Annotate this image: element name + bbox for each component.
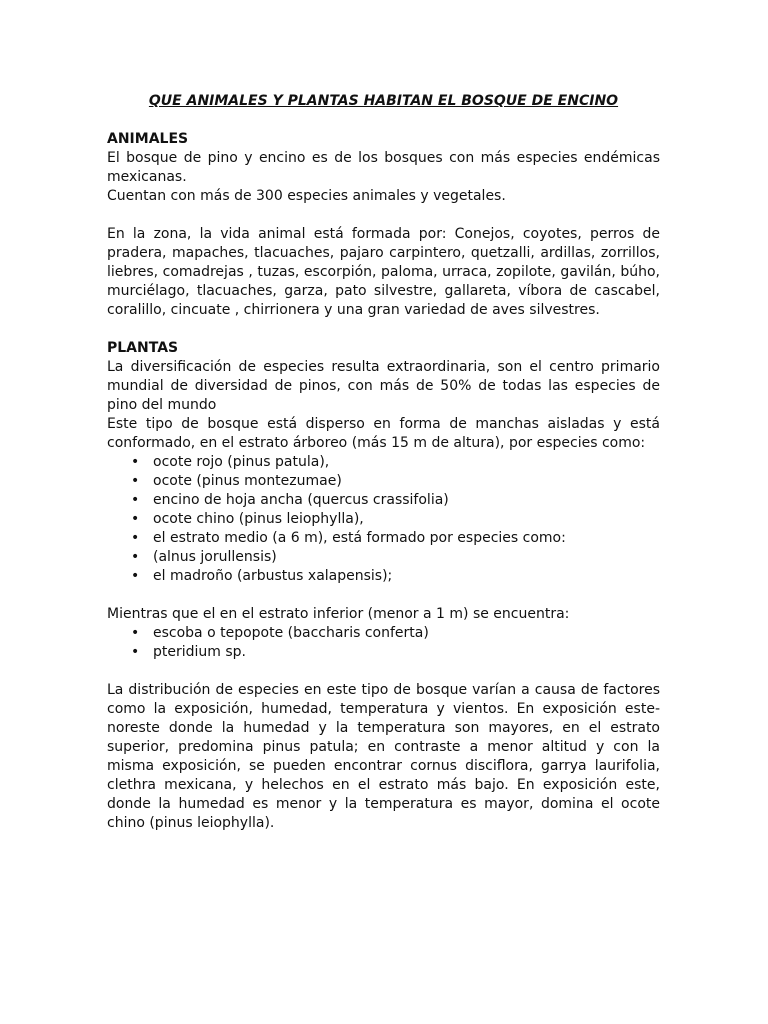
list-item xyxy=(107,529,660,548)
spacer xyxy=(107,206,660,225)
list-item xyxy=(107,491,660,510)
species-list-upper xyxy=(107,453,660,586)
list-item xyxy=(107,643,660,662)
list-item-text: encino de hoja ancha (quercus crassifolia) xyxy=(153,492,449,508)
plants-paragraph-1: La diversificación de especies resulta extraordinaria, son el centro primario mundial de diversidad de pinos, con más de 50% de todas las especies de pino del mundo xyxy=(107,359,660,413)
bullet-icon: • xyxy=(131,549,140,565)
plants-heading: PLANTAS xyxy=(107,340,179,356)
bullet-icon: • xyxy=(131,568,140,584)
list-item-text: pteridium sp. xyxy=(153,644,247,660)
spacer xyxy=(107,586,660,605)
plants-paragraph-4: La distribución de especies en este tipo de bosque varían a causa de factores como la exposición, humedad, temperatura y vientos. En exposición este-noreste donde la humedad y la temperatura son mayores, en el estrato superior, predomina pinus patula; en contraste a menor altitud y con la misma exposición, se pueden encontrar cornus disciflora, garrya laurifolia, clethra mexicana, y helechos en el estrato más bajo. En exposición este, donde la humedad es menor y la temperatura es mayor, domina el ocote chino (pinus leiophylla). xyxy=(107,682,660,831)
bullet-icon: • xyxy=(131,644,140,660)
list-item-text: (alnus jorullensis) xyxy=(153,549,277,565)
document-title: QUE ANIMALES Y PLANTAS HABITAN EL BOSQUE DE ENCINO xyxy=(148,93,619,109)
spacer xyxy=(107,662,660,681)
document-body xyxy=(107,92,660,833)
list-item xyxy=(107,624,660,643)
list-item xyxy=(107,548,660,567)
animals-paragraph-1: El bosque de pino y encino es de los bosques con más especies endémicas mexicanas. xyxy=(107,150,660,185)
spacer xyxy=(107,320,660,339)
bullet-icon: • xyxy=(131,473,140,489)
list-item-text: el madroño (arbustus xalapensis); xyxy=(153,568,393,584)
plants-paragraph-2: Este tipo de bosque está disperso en forma de manchas aisladas y está conformado, en el estrato árboreo (más 15 m de altura), por especies como: xyxy=(107,416,660,451)
bullet-icon: • xyxy=(131,492,140,508)
list-item xyxy=(107,510,660,529)
animals-paragraph-2: Cuentan con más de 300 especies animales y vegetales. xyxy=(107,188,506,204)
list-item-text: el estrato medio (a 6 m), está formado por especies como: xyxy=(153,530,566,546)
list-item-text: ocote chino (pinus leiophylla), xyxy=(153,511,364,527)
plants-paragraph-3: Mientras que el en el estrato inferior (menor a 1 m) se encuentra: xyxy=(107,606,570,622)
animals-paragraph-3: En la zona, la vida animal está formada por: Conejos, coyotes, perros de pradera, mapaches, tlacuaches, pajaro carpintero, quetzalli, ardillas, zorrillos, liebres, comadrejas , tuzas, escorpión, paloma, urraca, zopilote, gavilán, búho, murciélago, tlacuaches, garza, pato silvestre, gallareta, víbora de cascabel, coralillo, cincuate , chirrionera y una gran variedad de aves silvestres. xyxy=(107,226,660,318)
list-item-text: ocote (pinus montezumae) xyxy=(153,473,342,489)
bullet-icon: • xyxy=(131,511,140,527)
animals-heading: ANIMALES xyxy=(107,131,189,147)
list-item xyxy=(107,472,660,491)
bullet-icon: • xyxy=(131,530,140,546)
bullet-icon: • xyxy=(131,454,140,470)
list-item-text: ocote rojo (pinus patula), xyxy=(153,454,330,470)
species-list-lower xyxy=(107,624,660,662)
list-item-text: escoba o tepopote (baccharis conferta) xyxy=(153,625,429,641)
bullet-icon: • xyxy=(131,625,140,641)
list-item xyxy=(107,453,660,472)
list-item xyxy=(107,567,660,586)
